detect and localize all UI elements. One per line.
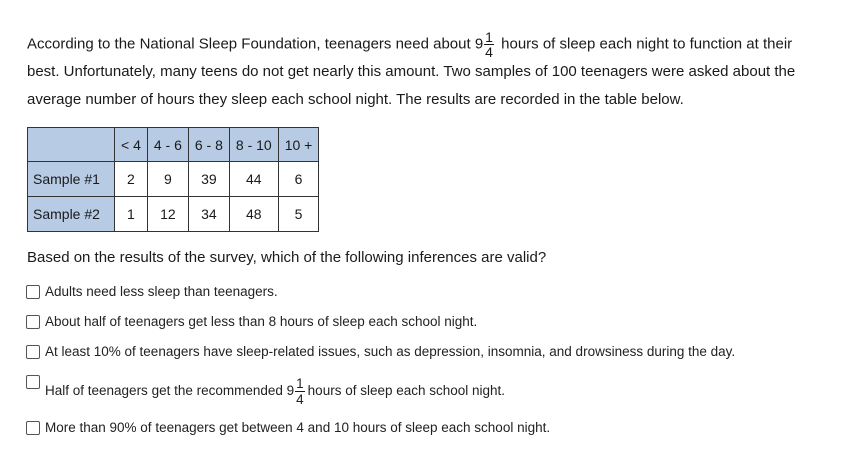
table-cell: 39: [188, 162, 229, 197]
fraction-denominator: 4: [485, 44, 493, 60]
option-checkbox[interactable]: [26, 285, 40, 299]
table-header-cell: 8 - 10: [229, 128, 278, 162]
table-cell: 48: [229, 197, 278, 232]
nine-quarter-fraction: [484, 30, 494, 59]
intro-line-3: average number of hours they sleep each school night. The results are recorded in the table below.: [27, 91, 684, 108]
table-cell: 1: [115, 197, 148, 232]
fraction-numerator: 1: [485, 29, 493, 45]
table-cell: 34: [188, 197, 229, 232]
fraction-numerator: 1: [296, 376, 304, 391]
sleep-survey-table: [27, 127, 319, 232]
nine-quarter-fraction: [295, 376, 305, 407]
option-label: Adults need less sleep than teenagers.: [45, 284, 278, 299]
option-adults-less-sleep[interactable]: [26, 284, 278, 299]
table-cell: 5: [278, 197, 319, 232]
table-cell: 2: [115, 162, 148, 197]
intro-line-1-after: hours of sleep each night to function at their: [501, 35, 793, 53]
table-row: [28, 162, 319, 197]
table-header-row: [28, 128, 319, 162]
intro-line-2: best. Unfortunately, many teens do not get nearly this amount. Two samples of 100 teenagers were asked about the: [27, 63, 796, 80]
option-label-after: hours of sleep each school night.: [307, 383, 506, 399]
option-label: About half of teenagers get less than 8 hours of sleep each school night.: [45, 314, 478, 329]
table-header-cell: 10 +: [278, 128, 319, 162]
option-half-less-than-8[interactable]: [26, 314, 477, 329]
option-checkbox[interactable]: [26, 375, 40, 389]
table-corner-cell: [28, 128, 115, 162]
intro-line-1-before: According to the National Sleep Foundation, teenagers need about 9: [27, 35, 484, 53]
option-label: [45, 376, 505, 407]
table-row-label: Sample #2: [28, 197, 115, 232]
table-row: [28, 197, 319, 232]
table-cell: 6: [278, 162, 319, 197]
table-cell: 12: [147, 197, 188, 232]
option-label: At least 10% of teenagers have sleep-related issues, such as depression, insomnia, and drowsiness during the day.: [45, 344, 736, 359]
option-sleep-issues[interactable]: [26, 344, 735, 359]
table-header-cell: 6 - 8: [188, 128, 229, 162]
table-header-cell: 4 - 6: [147, 128, 188, 162]
table-cell: 44: [229, 162, 278, 197]
table-cell: 9: [147, 162, 188, 197]
option-half-recommended[interactable]: [26, 373, 505, 407]
option-more-than-90[interactable]: [26, 420, 550, 435]
option-label: More than 90% of teenagers get between 4 and 10 hours of sleep each school night.: [45, 420, 551, 435]
option-label-before: Half of teenagers get the recommended 9: [45, 383, 295, 399]
option-checkbox[interactable]: [26, 315, 40, 329]
fraction-denominator: 4: [296, 392, 304, 407]
option-checkbox[interactable]: [26, 345, 40, 359]
table-header-cell: < 4: [115, 128, 148, 162]
table-row-label: Sample #1: [28, 162, 115, 197]
intro-paragraph: [27, 30, 857, 114]
option-checkbox[interactable]: [26, 421, 40, 435]
intro-line-1: [27, 30, 857, 58]
question-prompt: Based on the results of the survey, which of the following inferences are valid?: [27, 249, 547, 266]
